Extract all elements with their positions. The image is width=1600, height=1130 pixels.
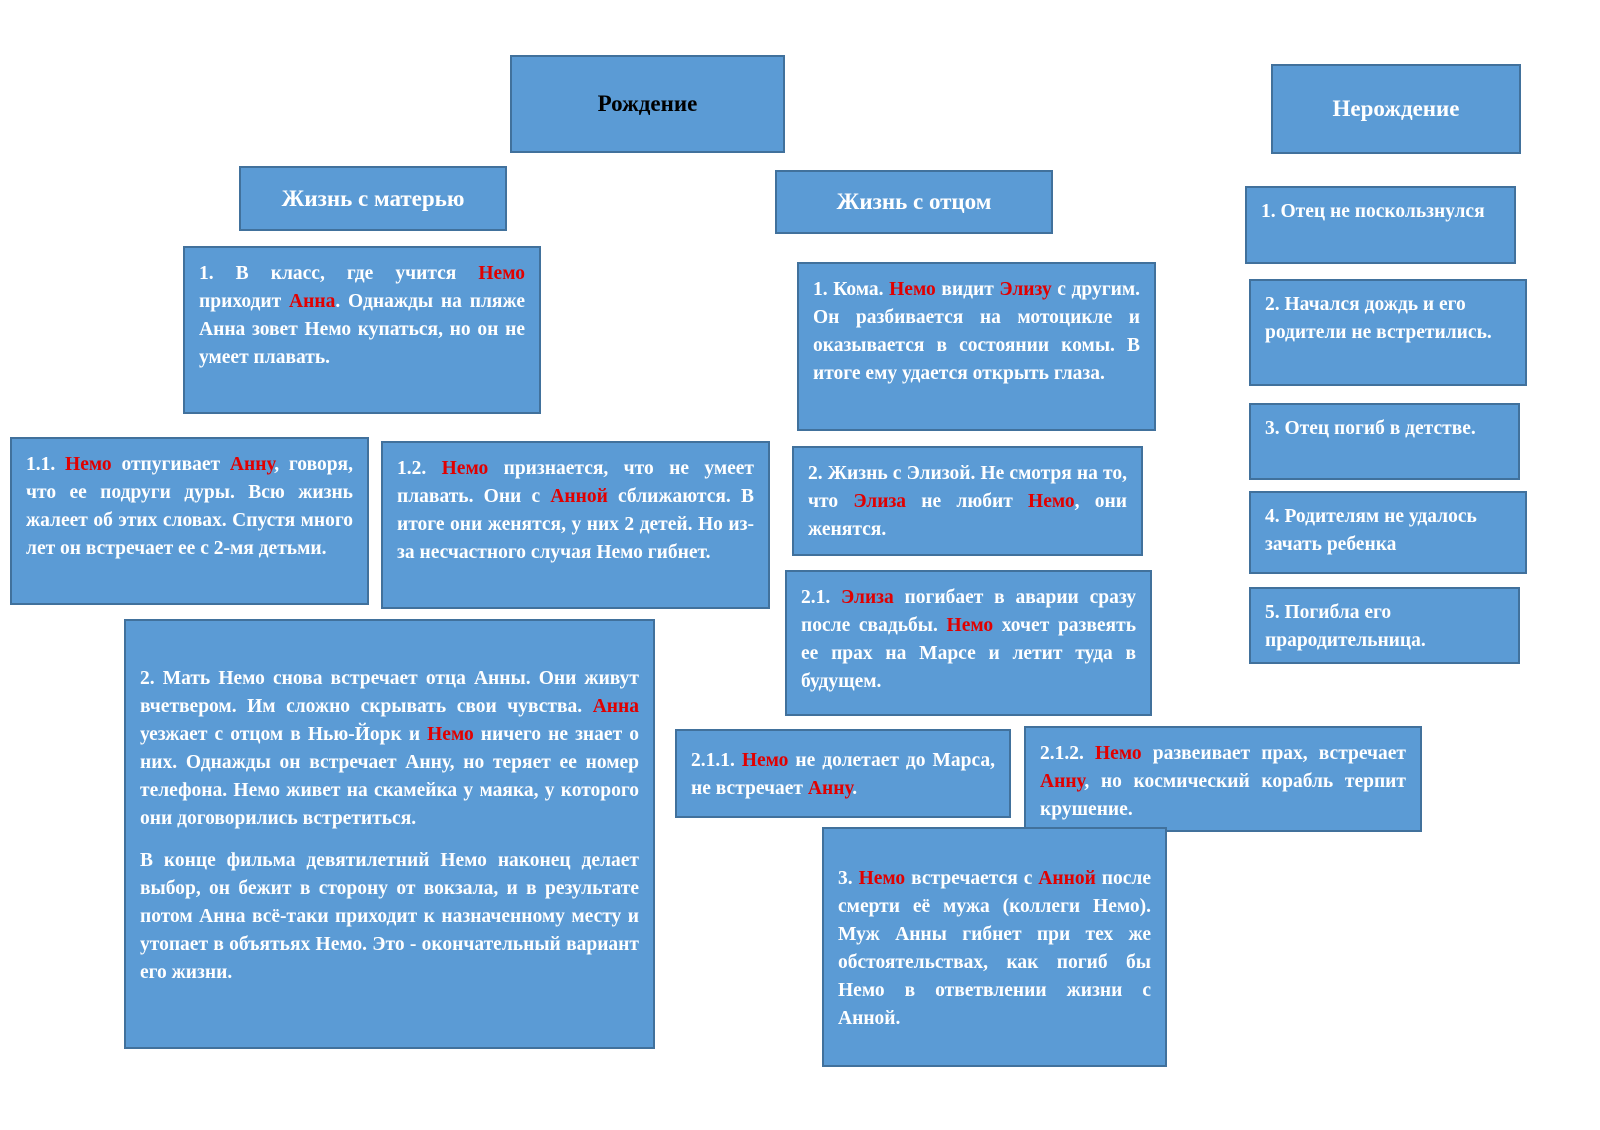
name-anna: Анна xyxy=(289,291,336,312)
mother-box-1: 1. В класс, где учится Немо приходит Анна. Однажды на пляже Анна зовет Немо купаться, но он не умеет плавать. xyxy=(183,246,541,414)
name-eliza: Элизу xyxy=(999,279,1052,300)
father-box-1: 1. Кома. Немо видит Элизу с другим. Он разбивается на мотоцикле и оказывается в состоянии комы. В итоге ему удается открыть глаза. xyxy=(797,262,1156,431)
name-eliza: Элиза xyxy=(841,587,894,608)
birth-header xyxy=(510,55,785,153)
nonbirth-item-5: 5. Погибла его прародительница. xyxy=(1249,587,1520,664)
father-box-2-1: 2.1. Элиза погибает в аварии сразу после свадьбы. Немо хочет развеять ее прах на Марсе и летит туда в будущем. xyxy=(785,570,1152,716)
name-nemo: Немо xyxy=(946,615,994,636)
mother-box-2-paragraph-2: В конце фильма девятилетний Немо наконец делает выбор, он бежит в сторону от вокзала, и в результате потом Анна всё-таки приходит к назначенному месту и утопает в объятьях Немо. Это - окончательный вариант его жизни. xyxy=(140,850,639,983)
nonbirth-item-3: 3. Отец погиб в детстве. xyxy=(1249,403,1520,480)
name-anna: Анной xyxy=(550,486,608,507)
father-box-2: 2. Жизнь с Элизой. Не смотря на то, что Элиза не любит Немо, они женятся. xyxy=(792,446,1143,556)
nonbirth-item-1: 1. Отец не поскользнулся xyxy=(1245,186,1516,264)
name-anna: Анна xyxy=(592,696,639,717)
name-nemo: Немо xyxy=(1028,491,1075,512)
mother-box-2 xyxy=(124,619,655,1049)
nonbirth-item-2: 2. Начался дождь и его родители не встретились. xyxy=(1249,279,1527,386)
father-box-2-1-1: 2.1.1. Немо не долетает до Марса, не встречает Анну. xyxy=(675,729,1011,818)
name-nemo: Немо xyxy=(427,724,474,745)
name-nemo: Немо xyxy=(478,263,525,284)
life-with-mother-label: Жизнь с матерью xyxy=(281,185,465,211)
name-anna: Анну xyxy=(807,778,853,799)
mother-box-1-1: 1.1. Немо отпугивает Анну, говоря, что ее подруги дуры. Всю жизнь жалеет об этих словах. Спустя много лет он встречает ее с 2-мя детьми. xyxy=(10,437,369,605)
mother-box-2-paragraph-1: 2. Мать Немо снова встречает отца Анны. Они живут вчетвером. Им сложно скрывать свои чувства. Анна уезжает с отцом в Нью-Йорк и Немо ничего не знает о них. Однажды он встречает Анну, но теряет ее номер телефона. Немо живет на скамейка у маяка, у которого они договорились встретиться. xyxy=(140,668,639,829)
father-box-2-1-2: 2.1.2. Немо развеивает прах, встречает Анну, но космический корабль терпит крушение. xyxy=(1024,726,1422,832)
name-nemo: Немо xyxy=(65,454,112,475)
life-with-father-header xyxy=(775,170,1053,234)
name-anna: Анной xyxy=(1038,868,1096,889)
life-with-mother-header xyxy=(239,166,507,231)
name-anna: Анну xyxy=(229,454,275,475)
nonbirth-item-4: 4. Родителям не удалось зачать ребенка xyxy=(1249,491,1527,574)
mother-box-1-2: 1.2. Немо признается, что не умеет плавать. Они с Анной сближаются. В итоге они женятся, у них 2 детей. Но из-за несчастного случая Немо гибнет. xyxy=(381,441,770,609)
name-nemo: Немо xyxy=(441,458,489,479)
birth-header-label: Рождение xyxy=(597,91,698,116)
life-with-father-label: Жизнь с отцом xyxy=(836,189,992,214)
name-nemo: Немо xyxy=(1095,743,1142,764)
name-anna: Анну xyxy=(1040,771,1085,792)
father-box-3: 3. Немо встречается с Анной после смерти её мужа (коллеги Немо). Муж Анны гибнет при тех же обстоятельствах, как погиб бы Немо в ответвлении жизни с Анной. xyxy=(822,827,1167,1067)
name-nemo: Немо xyxy=(889,279,936,300)
name-nemo: Немо xyxy=(741,750,789,771)
nonbirth-header xyxy=(1271,64,1521,154)
name-eliza: Элиза xyxy=(853,491,907,512)
name-nemo: Немо xyxy=(858,868,906,889)
nonbirth-header-label: Нерождение xyxy=(1332,96,1460,121)
